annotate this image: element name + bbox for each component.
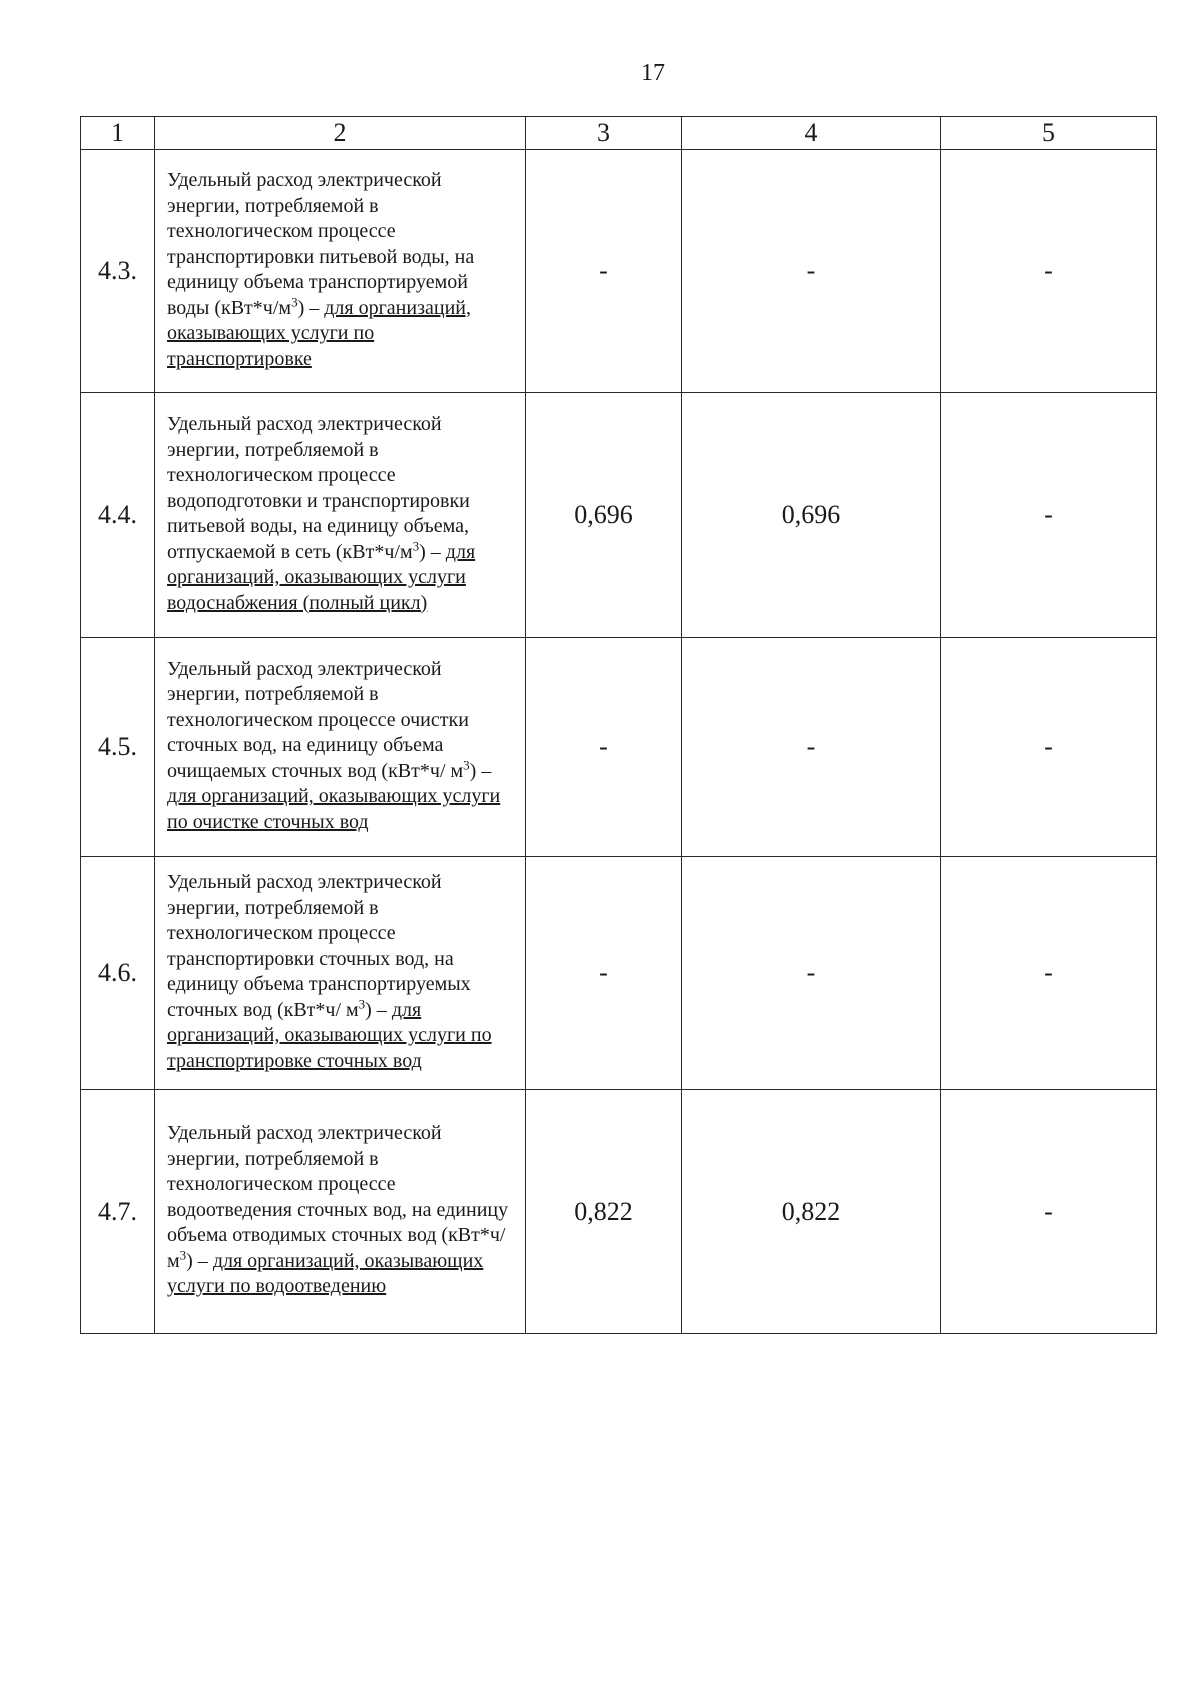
- unit-superscript: 3: [291, 293, 298, 309]
- indicator-name: [155, 150, 526, 393]
- indicator-name-dash: ) –: [469, 759, 492, 782]
- indicator-name: [155, 393, 526, 638]
- indicator-scope-underlined: для организаций, оказывающих услуги по водоотведению: [167, 1249, 484, 1298]
- row-number: 4.3.: [81, 150, 155, 393]
- value-col4: -: [682, 638, 941, 857]
- indicator-name-dash: ) –: [365, 998, 392, 1021]
- value-col4: 0,696: [682, 393, 941, 638]
- value-col5: -: [941, 857, 1157, 1090]
- column-header-3: 3: [526, 117, 682, 150]
- indicator-name-text: Удельный расход электрической энергии, потребляемой в технологическом процессе транспортировки сточных вод, на единицу объема транспортируемых сточных вод (кВт*ч/ м: [167, 871, 471, 1021]
- value-col5: -: [941, 638, 1157, 857]
- indicators-table: [80, 116, 1157, 1334]
- column-header-5: 5: [941, 117, 1157, 150]
- table-row: [81, 1090, 1157, 1334]
- indicator-name: [155, 1090, 526, 1334]
- value-col3: -: [526, 857, 682, 1090]
- indicator-name-dash: ) –: [297, 296, 325, 319]
- value-col3: -: [526, 638, 682, 857]
- indicator-scope-underlined: для организаций, оказывающих услуги по транспортировке сточных вод: [167, 998, 492, 1072]
- table-row: [81, 393, 1157, 638]
- row-number: 4.4.: [81, 393, 155, 638]
- indicator-name: [155, 638, 526, 857]
- indicator-scope-underlined: для организаций, оказывающих услуги по транспортировке: [167, 296, 471, 370]
- unit-superscript: 3: [412, 537, 420, 553]
- value-col4: -: [682, 857, 941, 1090]
- indicator-name-dash: ) –: [419, 540, 446, 563]
- table-row: [81, 857, 1157, 1090]
- page-number: 17: [641, 60, 665, 86]
- indicator-name-dash: ) –: [186, 1249, 213, 1272]
- indicator-name-text: Удельный расход электрической энергии, потребляемой в технологическом процессе очистки сточных вод, на единицу объема очищаемых сточных вод (кВт*ч/ м: [167, 657, 469, 782]
- unit-superscript: 3: [179, 1247, 187, 1263]
- row-number: 4.6.: [81, 857, 155, 1090]
- column-header-2: 2: [155, 117, 526, 150]
- indicator-name-text: Удельный расход электрической энергии, потребляемой в технологическом процессе транспортировки питьевой воды, на единицу объема транспортируемой воды (кВт*ч/м: [167, 169, 475, 319]
- unit-superscript: 3: [358, 995, 366, 1011]
- table-row: [81, 150, 1157, 393]
- column-header-1: 1: [81, 117, 155, 150]
- value-col3: -: [526, 150, 682, 393]
- row-number: 4.7.: [81, 1090, 155, 1334]
- indicator-name-text: Удельный расход электрической энергии, потребляемой в технологическом процессе водоотведения сточных вод, на единицу объема отводимых сточных вод (кВт*ч/ м: [167, 1122, 509, 1272]
- value-col3: 0,822: [526, 1090, 682, 1334]
- table-row: [81, 638, 1157, 857]
- table-header-row: [81, 117, 1157, 150]
- unit-superscript: 3: [463, 757, 470, 773]
- value-col3: 0,696: [526, 393, 682, 638]
- value-col5: -: [941, 150, 1157, 393]
- value-col5: -: [941, 393, 1157, 638]
- indicator-scope-underlined: для организаций, оказывающих услуги по очистке сточных вод: [167, 785, 501, 833]
- value-col4: 0,822: [682, 1090, 941, 1334]
- column-header-4: 4: [682, 117, 941, 150]
- row-number: 4.5.: [81, 638, 155, 857]
- indicator-name-text: Удельный расход электрической энергии, потребляемой в технологическом процессе водоподготовки и транспортировки питьевой воды, на единицу объема, отпускаемой в сеть (кВт*ч/м: [167, 413, 470, 563]
- value-col4: -: [682, 150, 941, 393]
- value-col5: -: [941, 1090, 1157, 1334]
- indicator-name: [155, 857, 526, 1090]
- indicator-scope-underlined: для организаций, оказывающих услуги водоснабжения (полный цикл): [167, 540, 476, 614]
